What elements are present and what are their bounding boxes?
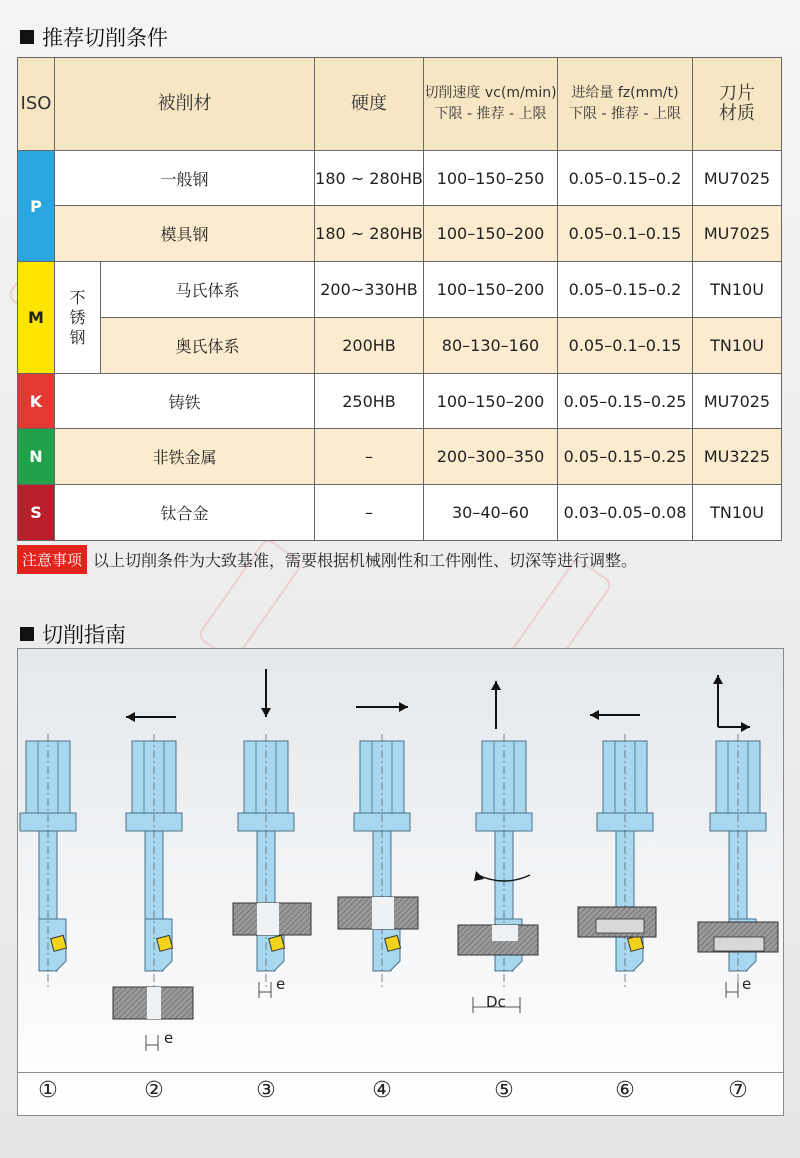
cell-speed: 30–40–60: [424, 485, 558, 541]
table-header-row: [18, 58, 782, 151]
step-number-2: ②: [144, 1078, 164, 1103]
cell-hardness: –: [315, 485, 424, 541]
cell-feed: 0.05–0.15–0.25: [558, 374, 693, 429]
cell-material: 马氏体系: [101, 262, 315, 318]
step-number-4: ④: [372, 1078, 392, 1103]
cell-grade: MU7025: [693, 206, 782, 262]
cell-hardness: 180 ~ 280HB: [315, 206, 424, 262]
cell-grade: TN10U: [693, 485, 782, 541]
header-grade-line2: 材质: [719, 103, 755, 124]
note-text: 以上切削条件为大致基准，需要根据机械刚性和工件刚性、切深等进行调整。: [93, 551, 638, 570]
iso-badge-s: S: [18, 485, 55, 541]
cell-feed: 0.05–0.1–0.15: [558, 206, 693, 262]
iso-badge-p: P: [18, 151, 55, 262]
note-label: 注意事项: [17, 545, 87, 574]
gap: [147, 987, 161, 1019]
cell-material: 奥氏体系: [101, 318, 315, 374]
up-arrow-icon-head: [713, 675, 723, 684]
recess: [714, 937, 764, 951]
tool-4: [354, 734, 410, 989]
cell-hardness: –: [315, 429, 424, 485]
iso-badge-n: N: [18, 429, 55, 485]
cell-hardness: 200HB: [315, 318, 424, 374]
stainless-label-text: 不锈钢: [69, 287, 86, 347]
cell-grade: MU3225: [693, 429, 782, 485]
cell-grade: TN10U: [693, 318, 782, 374]
cell-speed: 100–150–200: [424, 262, 558, 318]
header-grade: [693, 58, 782, 151]
recess: [596, 919, 644, 933]
cell-material: 一般钢: [55, 151, 315, 206]
cell-feed: 0.05–0.15–0.2: [558, 262, 693, 318]
step-number-3: ③: [256, 1078, 276, 1103]
table-row: [18, 151, 782, 206]
cell-feed: 0.05–0.15–0.2: [558, 151, 693, 206]
table-row: [18, 262, 782, 318]
insert-icon: [157, 935, 173, 951]
insert-icon: [628, 935, 644, 951]
tool-1: [20, 734, 76, 989]
cell-speed: 200–300–350: [424, 429, 558, 485]
header-speed: [424, 58, 558, 151]
right-arrow-icon-head: [399, 702, 408, 712]
dc-label: Dc: [486, 993, 506, 1011]
cutting-conditions-table: [17, 57, 782, 541]
table-row: [18, 374, 782, 429]
cell-material: 模具钢: [55, 206, 315, 262]
cell-grade: MU7025: [693, 374, 782, 429]
insert-icon: [51, 935, 67, 951]
header-iso: ISO: [18, 58, 55, 151]
gap: [257, 903, 279, 935]
e-label: e: [164, 1029, 174, 1047]
cell-hardness: 250HB: [315, 374, 424, 429]
table-row: [18, 206, 782, 262]
down-arrow-icon-head: [261, 708, 271, 717]
e-label: e: [276, 975, 286, 993]
up-arrow-icon-head: [491, 681, 501, 690]
step-number-1: ①: [38, 1078, 58, 1103]
header-feed: [558, 58, 693, 151]
header-feed-line2: 下限 - 推荐 - 上限: [569, 106, 681, 122]
step-number-5: ⑤: [494, 1078, 514, 1103]
step-number-7: ⑦: [728, 1078, 748, 1103]
table-row: [18, 318, 782, 374]
table-row: [18, 485, 782, 541]
cell-feed: 0.05–0.15–0.25: [558, 429, 693, 485]
conditions-section-title: [20, 22, 168, 52]
cutting-guide-diagram: [18, 649, 783, 1072]
stainless-label: [55, 262, 101, 374]
insert-icon: [385, 935, 401, 951]
note-line: [17, 545, 637, 574]
table-row: [18, 429, 782, 485]
insert-icon: [269, 935, 285, 951]
e-label: e: [742, 975, 752, 993]
header-speed-line1: 切削速度 vc(m/min): [424, 85, 557, 101]
cell-grade: TN10U: [693, 262, 782, 318]
left-arrow-icon-head: [590, 710, 599, 720]
guide-title-text: 切削指南: [42, 623, 126, 647]
rotation-arrow-head: [474, 871, 484, 881]
cell-material: 铸铁: [55, 374, 315, 429]
tool-6: [597, 734, 653, 989]
cell-feed: 0.03–0.05–0.08: [558, 485, 693, 541]
left-arrow-icon-head: [126, 712, 135, 722]
cell-speed: 100–150–200: [424, 374, 558, 429]
gap: [372, 897, 394, 929]
cell-speed: 80–130–160: [424, 318, 558, 374]
cell-speed: 100–150–250: [424, 151, 558, 206]
square-bullet-icon: [20, 627, 34, 641]
iso-badge-m: M: [18, 262, 55, 374]
cutting-guide-panel: [17, 648, 784, 1116]
cell-material: 非铁金属: [55, 429, 315, 485]
cell-grade: MU7025: [693, 151, 782, 206]
header-grade-line1: 刀片: [719, 83, 755, 104]
right-arrow-icon-head: [741, 722, 750, 732]
gap: [492, 925, 518, 941]
header-material: 被削材: [55, 58, 315, 151]
square-bullet-icon: [20, 30, 34, 44]
header-feed-line1: 进给量 fz(mm/t): [571, 85, 679, 101]
step-number-6: ⑥: [615, 1078, 635, 1103]
cell-hardness: 180 ~ 280HB: [315, 151, 424, 206]
guide-section-title: [20, 619, 126, 649]
tool-2: [126, 734, 182, 989]
tool-3: [238, 734, 294, 989]
header-speed-line2: 下限 - 推荐 - 上限: [434, 106, 547, 122]
iso-badge-k: K: [18, 374, 55, 429]
conditions-title-text: 推荐切削条件: [42, 26, 168, 50]
cell-feed: 0.05–0.1–0.15: [558, 318, 693, 374]
header-hardness: 硬度: [315, 58, 424, 151]
cell-hardness: 200~330HB: [315, 262, 424, 318]
cell-material: 钛合金: [55, 485, 315, 541]
step-number-row: [18, 1072, 783, 1115]
cell-speed: 100–150–200: [424, 206, 558, 262]
